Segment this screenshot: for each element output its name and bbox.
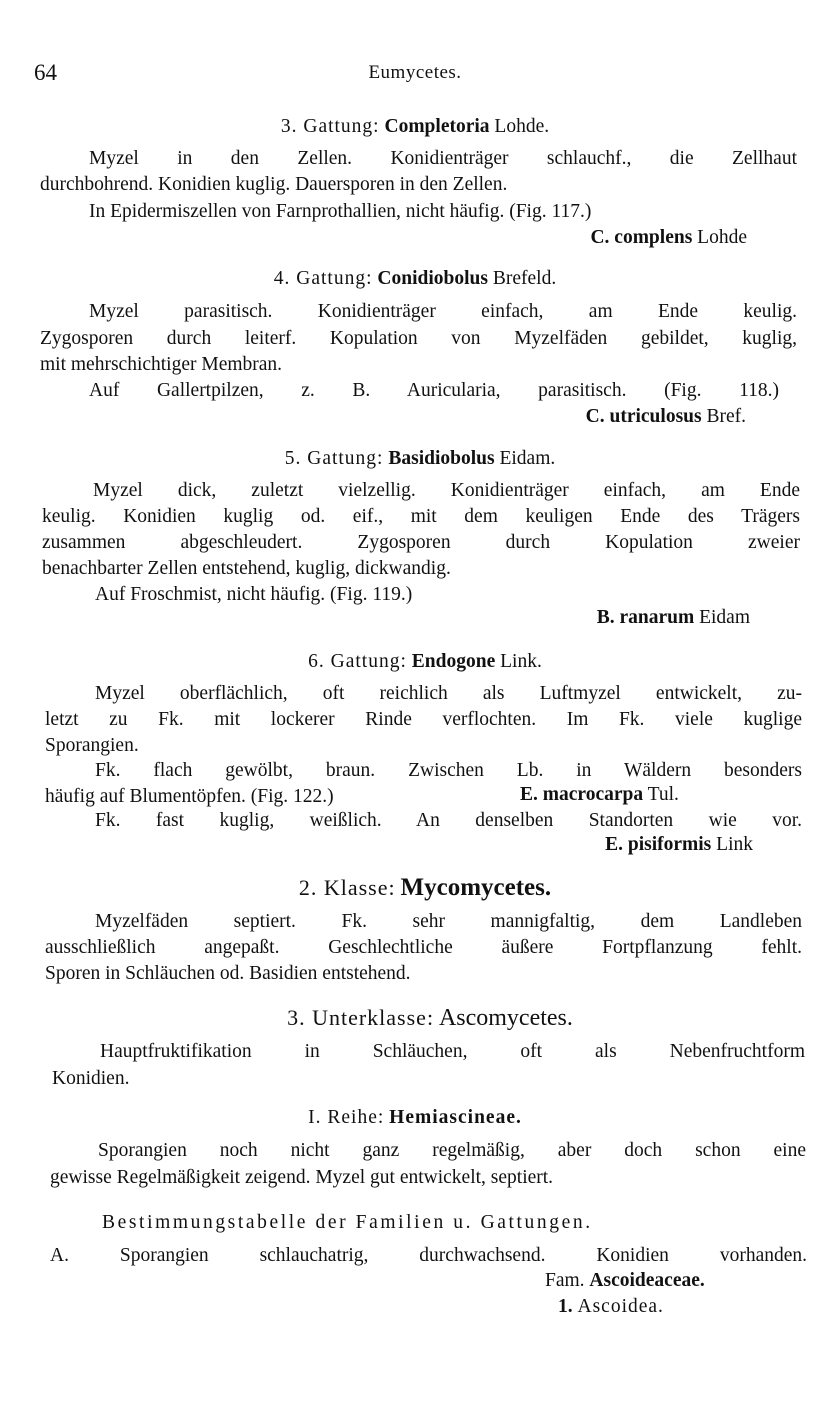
g6-heading: 6. Gattung: Endogone Link. bbox=[308, 651, 542, 672]
g6-line-5: häufig auf Blumentöpfen. (Fig. 122.) bbox=[45, 786, 334, 807]
g4-line-4: Auf Gallertpilzen, z. B. Auricularia, parasitisch. (Fig. 118.) bbox=[89, 380, 779, 401]
g6-species-2: E. pisiformis bbox=[605, 834, 712, 855]
reihe-heading: I. Reihe: Hemiascineae. bbox=[308, 1107, 522, 1128]
g5-line-3: zusammen abgeschleudert. Zygosporen durch Kopulation zweier bbox=[42, 532, 800, 553]
g5-line-5: Auf Froschmist, nicht häufig. (Fig. 119.) bbox=[95, 584, 413, 605]
table-genus: Ascoidea. bbox=[577, 1296, 664, 1317]
g5-line-4: benachbarter Zellen entstehend, kuglig, dickwandig. bbox=[42, 558, 451, 579]
g5-species: B. ranarum bbox=[596, 607, 695, 628]
g5-line-1: Myzel dick, zuletzt vielzellig. Konidienträger einfach, am Ende bbox=[93, 480, 800, 501]
page-number: 64 bbox=[34, 60, 57, 85]
unterklasse-name: Ascomycetes. bbox=[438, 1005, 573, 1031]
g4-line-3: mit mehrschichtiger Membran. bbox=[40, 354, 283, 375]
running-title: Eumycetes. bbox=[368, 62, 462, 83]
g6-line-2: letzt zu Fk. mit lockerer Rinde verflochten. Im Fk. viele kuglige bbox=[45, 709, 802, 730]
klasse-line-1: Myzelfäden septiert. Fk. sehr mannigfaltig, dem Landleben bbox=[95, 911, 802, 932]
reihe-line-2: gewisse Regelmäßigkeit zeigend. Myzel gut entwickelt, septiert. bbox=[50, 1167, 554, 1188]
g5-genus: Basidiobolus bbox=[388, 448, 495, 469]
klasse-heading: 2. Klasse: Mycomycetes. bbox=[298, 874, 552, 901]
g4-heading: 4. Gattung: Conidiobolus Brefeld. bbox=[273, 268, 557, 289]
klasse-line-2: ausschließlich angepaßt. Geschlechtliche äußere Fortpflanzung fehlt. bbox=[45, 937, 802, 958]
g6-species-2-line: E. pisiformis Link bbox=[605, 834, 753, 855]
g5-heading: 5. Gattung: Basidiobolus Eidam. bbox=[284, 448, 556, 469]
table-line-a: A. Sporangien schlauchatrig, durchwachsend. Konidien vorhanden. bbox=[50, 1245, 807, 1266]
unterklasse-line-1: Hauptfruktifikation in Schläuchen, oft als Nebenfruchtform bbox=[100, 1041, 805, 1062]
g3-line-3: In Epidermiszellen von Farnprothallien, nicht häufig. (Fig. 117.) bbox=[89, 201, 592, 222]
g6-line-6: Fk. fast kuglig, weißlich. An denselben Standorten wie vor. bbox=[95, 810, 802, 831]
g4-line-2: Zygosporen durch leiterf. Kopulation von Myzelfäden gebildet, kuglig, bbox=[40, 328, 797, 349]
g4-species-line: C. utriculosus Bref. bbox=[585, 406, 746, 427]
table-family: Ascoideaceae. bbox=[589, 1270, 705, 1291]
g6-species-1-line: E. macrocarpa Tul. bbox=[520, 784, 679, 805]
g3-genus: Completoria bbox=[384, 116, 490, 137]
reihe-line-1: Sporangien noch nicht ganz regelmäßig, aber doch schon eine bbox=[98, 1140, 806, 1161]
g6-line-1: Myzel oberflächlich, oft reichlich als Luftmyzel entwickelt, zu- bbox=[95, 683, 802, 704]
table-family-line: Fam. Ascoideaceae. bbox=[545, 1270, 705, 1291]
g5-species-line: B. ranarum Eidam bbox=[596, 607, 750, 628]
g4-genus: Conidiobolus bbox=[377, 268, 488, 289]
g3-line-2: durchbohrend. Konidien kuglig. Dauersporen in den Zellen. bbox=[40, 174, 508, 195]
table-title: Bestimmungstabelle der Familien u. Gattungen. bbox=[102, 1212, 593, 1233]
unterklasse-line-2: Konidien. bbox=[52, 1068, 130, 1089]
unterklasse-heading: 3. Unterklasse: Ascomycetes. bbox=[287, 1005, 573, 1031]
g6-species-1: E. macrocarpa bbox=[520, 784, 644, 805]
table-genus-line: 1. Ascoidea. bbox=[558, 1296, 664, 1317]
reihe-name: Hemiascineae. bbox=[389, 1107, 522, 1128]
g6-line-3: Sporangien. bbox=[45, 735, 139, 756]
g4-line-1: Myzel parasitisch. Konidienträger einfach, am Ende keulig. bbox=[89, 301, 797, 322]
g3-species: C. complens bbox=[590, 227, 693, 248]
g6-genus: Endogone bbox=[411, 651, 496, 672]
g6-line-4: Fk. flach gewölbt, braun. Zwischen Lb. in Wäldern besonders bbox=[95, 760, 802, 781]
klasse-name: Mycomycetes. bbox=[400, 874, 552, 901]
g4-species: C. utriculosus bbox=[585, 406, 702, 427]
g3-heading: 3. Gattung: Completoria Lohde. bbox=[280, 116, 550, 137]
g3-species-line: C. complens Lohde bbox=[590, 227, 747, 248]
klasse-line-3: Sporen in Schläuchen od. Basidien entstehend. bbox=[45, 963, 411, 984]
g3-line-1: Myzel in den Zellen. Konidienträger schlauchf., die Zellhaut bbox=[89, 148, 797, 169]
g5-line-2: keulig. Konidien kuglig od. eif., mit dem keuligen Ende des Trägers bbox=[42, 506, 800, 527]
